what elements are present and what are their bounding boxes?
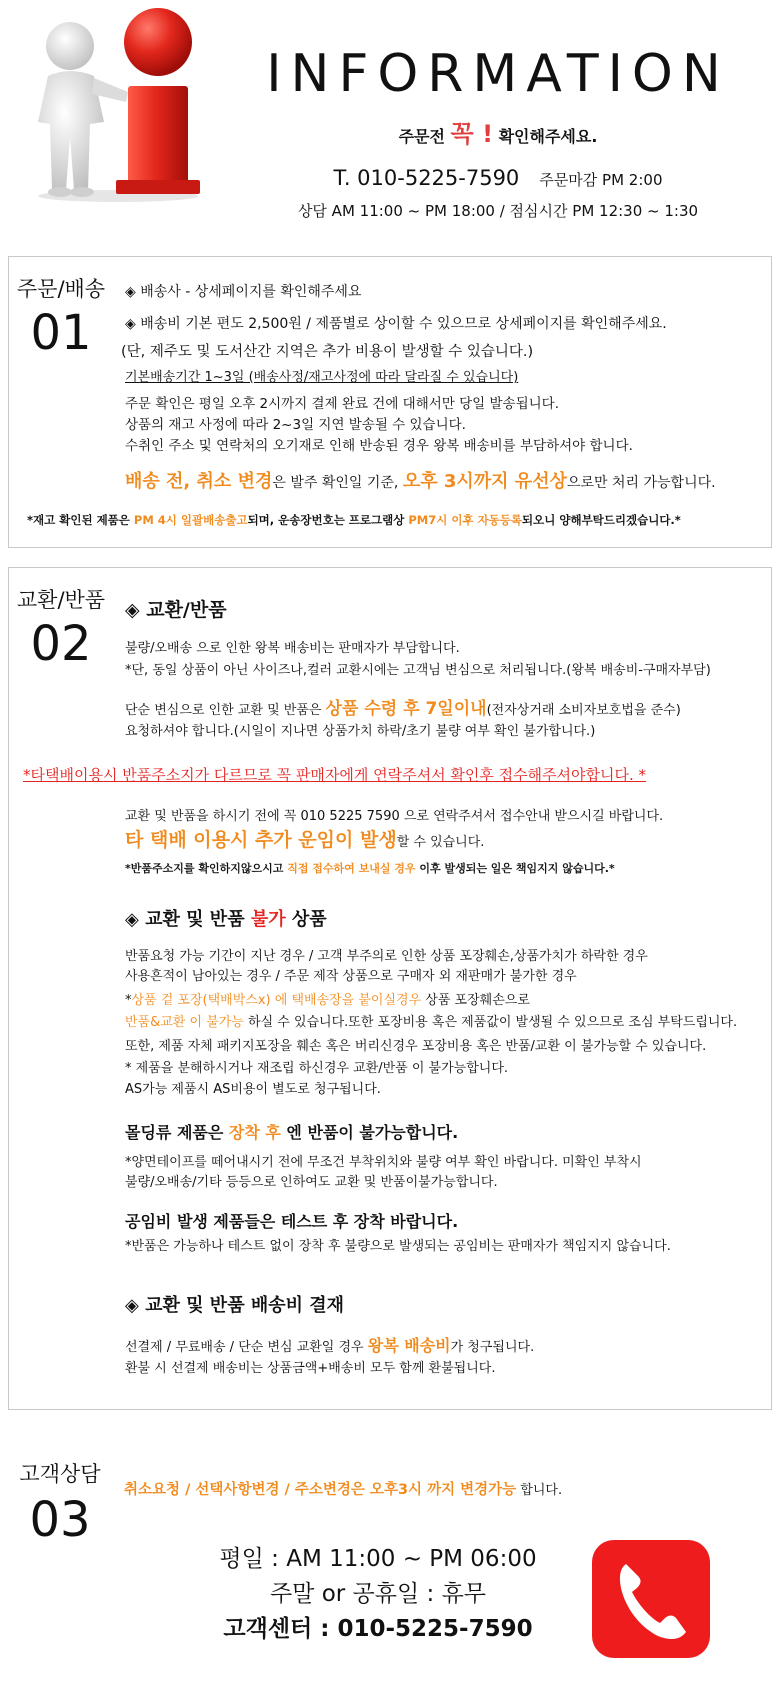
section-label: 주문/배송 [16,277,106,301]
info-line: 상품의 재고 사정에 따라 2~3일 지연 발송될 수 있습니다. [125,417,466,433]
info-figure-icon [8,4,208,204]
section-number: 03 [29,1492,91,1548]
phone-handset-icon [592,1540,710,1658]
policy-line: 단순 변심으로 인한 교환 및 반품은 상품 수령 후 7일이내(전자상거래 소비자보호법을 준수) [125,699,681,719]
policy-line: *반품은 가능하나 테스트 없이 장착 후 불량으로 발생되는 공임비는 판매자가 책임지지 않습니다. [125,1239,671,1254]
policy-line: *반품주소지를 확인하지않으시고 직접 접수하여 보내실 경우 이후 발생되는 일은 책임지지 않습니다.* [125,862,615,875]
section-label: 고객상담 [19,1462,101,1486]
phone-icon[interactable] [592,1540,710,1658]
period-line: 기본배송기간 1~3일 (배송사정/재고사정에 따라 달라질 수 있습니다) [125,370,519,385]
warning-line: *타택배이용시 반품주소지가 다르므로 꼭 판매자에게 연락주셔서 확인후 접수해주셔야합니다. * [23,766,647,784]
section-heading: 공임비 발생 제품들은 테스트 후 장착 바랍니다. [125,1212,459,1231]
info-line: 주문 확인은 평일 오후 2시까지 결제 완료 건에 대해서만 당일 발송됩니다. [125,396,559,412]
policy-line: 반품요청 가능 기간이 지난 경우 / 고객 부주의로 인한 상품 포장훼손,상품가치가 하락한 경우 [125,949,648,964]
weekday-hours: 평일 : AM 11:00 ~ PM 06:00 [219,1546,537,1572]
section-heading: ◈ 교환/반품 [125,599,227,621]
section-heading: ◈ 교환 및 반품 불가 상품 [125,909,327,930]
policy-line: 선결제 / 무료배송 / 단순 변심 교환일 경우 왕복 배송비가 청구됩니다. [125,1336,535,1355]
fee-line: ◈ 배송비 기본 편도 2,500원 / 제품별로 상이할 수 있으므로 상세페이지를 확인해주세요. [125,316,667,332]
policy-line: 교환 및 반품을 하시기 전에 꼭 010 5225 7590 으로 연락주셔서 접수안내 받으시길 바랍니다. [125,809,664,824]
stock-notice: *재고 확인된 제품은 PM 4시 일괄배송출고되며, 운송장번호는 프로그램상 PM7시 이후 자동등록되오니 양해부탁드리겠습니다.* [27,513,681,527]
carrier-line: ◈ 배송사 - 상세페이지를 확인해주세요 [125,284,362,300]
section-number: 02 [30,616,92,672]
policy-line: *단, 동일 상품이 아닌 사이즈나,컬러 교환시에는 고객님 변심으로 처리됩니다.(왕복 배송비-구매자부담) [125,663,711,678]
page-title: INFORMATION [266,44,730,104]
policy-line: 또한, 제품 자체 패키지포장을 훼손 혹은 버리신경우 포장비용 혹은 반품/교환 이 불가능할 수 있습니다. [125,1039,707,1054]
section-number: 01 [30,305,92,361]
cancel-line: 배송 전, 취소 변경은 발주 확인일 기준, 오후 3시까지 유선상으로만 처리 가능합니다. [125,471,716,492]
weekend-hours: 주말 or 공휴일 : 휴무 [269,1581,487,1607]
section-label: 교환/반품 [16,588,106,612]
contact-line [238,166,758,190]
policy-line: 불량/오배송/기타 등등으로 인하여도 교환 및 반품이불가능합니다. [125,1175,498,1190]
policy-line: 타 택배 이용시 추가 운임이 발생할 수 있습니다. [125,829,485,851]
policy-line: 불량/오배송 으로 인한 왕복 배송비는 판매자가 부담합니다. [125,641,460,656]
policy-line: *양면테이프를 떼어내시기 전에 무조건 부착위치와 불량 여부 확인 바랍니다. 미확인 부착시 [125,1155,642,1170]
policy-line: 요청하셔야 합니다.(시일이 지나면 상품가치 하락/초기 불량 여부 확인 불가합니다.) [125,724,596,739]
customer-center: 고객센터 : 010-5225-7590 [223,1616,533,1642]
phone-number: T. 010-5225-7590 [333,166,520,190]
policy-line: AS가능 제품시 AS비용이 별도로 청구됩니다. [125,1082,381,1097]
section-shipping [8,256,772,548]
section-exchange [8,567,772,1410]
jeju-line: (단, 제주도 및 도서산간 지역은 추가 비용이 발생할 수 있습니다.) [121,344,534,360]
notice-line: 주문전 꼭 ! 확인해주세요. [398,120,598,148]
policy-line: 사용흔적이 남아있는 경우 / 주문 제작 상품으로 구매자 외 재판매가 불가한 경우 [125,969,577,984]
order-deadline: 주문마감 PM 2:00 [539,171,663,189]
policy-line: * 제품을 분해하시거나 재조립 하신경우 교환/반품 이 불가능합니다. [125,1061,509,1076]
info-line: 수취인 주소 및 연락처의 오기재로 인해 반송된 경우 왕복 배송비를 부담하셔야 합니다. [125,438,633,454]
policy-line: *상품 겉 포장(택배박스x) 에 택배송장을 붙이실경우 상품 포장훼손으로 [125,993,530,1008]
change-notice: 취소요청 / 선택사항변경 / 주소변경은 오후3시 까지 변경가능 합니다. [124,1482,563,1498]
consult-hours: 상담 AM 11:00 ~ PM 18:00 / 점심시간 PM 12:30 ~ 1:30 [297,202,699,220]
section-heading: ◈ 교환 및 반품 배송비 결재 [125,1295,345,1316]
section-heading: 몰딩류 제품은 장착 후 엔 반품이 불가능합니다. [125,1123,459,1142]
policy-line: 환불 시 선결제 배송비는 상품금액+배송비 모두 함께 환불됩니다. [125,1361,496,1376]
policy-line: 반품&교환 이 불가능 하실 수 있습니다.또한 포장비용 혹은 제품값이 발생될 수 있으므로 조심 부탁드립니다. [125,1015,738,1030]
